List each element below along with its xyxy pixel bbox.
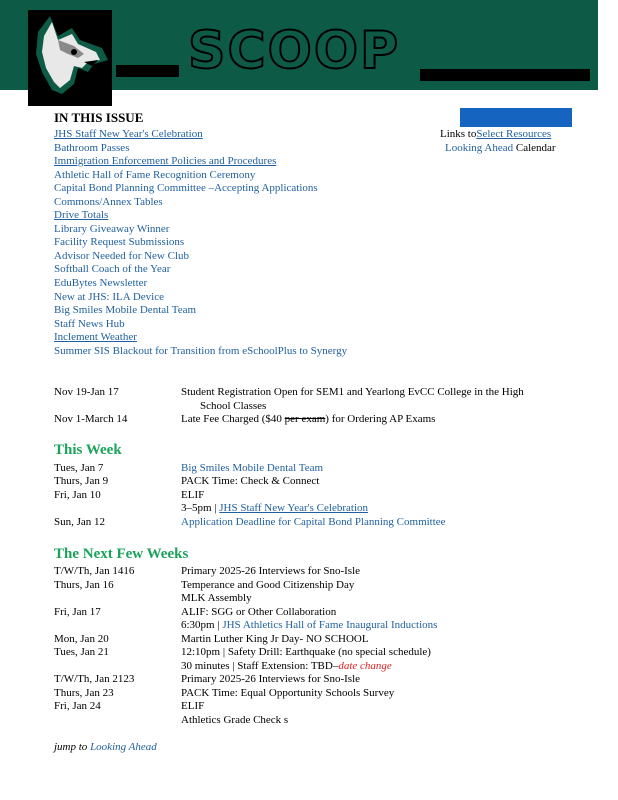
- ongoing-date: Nov 1-March 14: [54, 413, 128, 425]
- jump-label: jump to: [54, 741, 91, 753]
- toc-item-immigration[interactable]: Immigration Enforcement Policies and Procedures: [54, 155, 277, 168]
- staff-celebration-link[interactable]: JHS Staff New Year's Celebration: [219, 502, 369, 514]
- row-event: 12:10pm | Safety Drill: Earthquake (no special schedule): [181, 646, 431, 658]
- row-event-link[interactable]: Application Deadline for Capital Bond Planning Committee: [181, 516, 446, 528]
- toc-item-capital-bond[interactable]: Capital Bond Planning Committee –Accepting Applications: [54, 182, 318, 195]
- ongoing-event-cont: School Classes: [200, 400, 267, 412]
- row-event: 30 minutes | Staff Extension: TBD–date change: [181, 660, 392, 672]
- row-event: Primary 2025-26 Interviews for Sno-Isle: [181, 673, 361, 685]
- toc-item-drive-totals[interactable]: Drive Totals: [54, 209, 109, 222]
- toc-item-staff-news-hub[interactable]: Staff News Hub: [54, 317, 125, 330]
- in-this-issue-heading: IN THIS ISSUE: [54, 110, 144, 125]
- hall-of-fame-link[interactable]: JHS Athletics Hall of Fame Inaugural Inductions: [222, 619, 438, 631]
- toc-item-big-smiles[interactable]: Big Smiles Mobile Dental Team: [54, 304, 197, 317]
- date-change-note: date change: [338, 660, 392, 672]
- row-date: Fri, Jan 10: [54, 489, 101, 501]
- toc-item-advisor-needed[interactable]: Advisor Needed for New Club: [54, 249, 190, 262]
- toc-item-staff-new-year[interactable]: JHS Staff New Year's Celebration: [54, 128, 203, 140]
- toc-item-commons-tables[interactable]: Commons/Annex Tables: [54, 195, 163, 208]
- links-block: [440, 128, 556, 155]
- calendar-label: Calendar: [513, 141, 556, 154]
- row-date: Fri, Jan 24: [54, 700, 101, 712]
- this-week-heading: This Week: [54, 442, 122, 458]
- row-date: Thurs, Jan 23: [54, 687, 114, 699]
- row-event-link[interactable]: Big Smiles Mobile Dental Team: [181, 462, 324, 474]
- toc-item-hall-of-fame[interactable]: Athletic Hall of Fame Recognition Ceremony: [54, 168, 256, 181]
- toc-list: [54, 128, 347, 358]
- row-event: PACK Time: Check & Connect: [181, 475, 320, 487]
- toc-item-inclement-weather[interactable]: Inclement Weather: [54, 331, 137, 344]
- row-event: 3–5pm | JHS Staff New Year's Celebration: [181, 502, 369, 514]
- row-date: Sun, Jan 12: [54, 516, 106, 528]
- row-date: Thurs, Jan 16: [54, 579, 114, 591]
- row-date: Thurs, Jan 9: [54, 475, 109, 487]
- toc-item-bathroom-passes[interactable]: Bathroom Passes: [54, 141, 130, 154]
- row-event: Martin Luther King Jr Day- NO SCHOOL: [181, 633, 369, 645]
- blue-link-box: [460, 108, 572, 127]
- newsletter-title: SCOOP: [188, 21, 401, 81]
- jump-looking-ahead-link[interactable]: Looking Ahead: [90, 741, 157, 753]
- row-event: ELIF: [181, 700, 205, 712]
- row-date: Tues, Jan 21: [54, 646, 109, 658]
- links-to-label: Links to: [440, 128, 477, 140]
- jump-link-line: [54, 741, 157, 753]
- row-event: Temperance and Good Citizenship Day: [181, 579, 355, 591]
- row-event: PACK Time: Equal Opportunity Schools Survey: [181, 687, 395, 699]
- toc-item-ila-device[interactable]: New at JHS: ILA Device: [54, 290, 164, 303]
- row-date: Mon, Jan 20: [54, 633, 109, 645]
- row-date: T/W/Th, Jan 2123: [54, 673, 135, 685]
- toc-item-facility-request[interactable]: Facility Request Submissions: [54, 236, 185, 249]
- row-event: Athletics Grade Check s: [181, 714, 289, 726]
- ongoing-date: Nov 19-Jan 17: [54, 386, 119, 398]
- row-date: Fri, Jan 17: [54, 606, 101, 618]
- row-event: MLK Assembly: [181, 592, 252, 604]
- row-event: Primary 2025-26 Interviews for Sno-Isle: [181, 565, 361, 577]
- looking-ahead-link[interactable]: Looking Ahead: [445, 141, 514, 154]
- next-weeks-heading: The Next Few Weeks: [54, 546, 189, 562]
- husky-logo: [28, 10, 112, 106]
- row-event: ELIF: [181, 489, 205, 501]
- row-event: ALIF: SGG or Other Collaboration: [181, 606, 337, 618]
- banner-bar-left: [116, 65, 179, 77]
- toc-item-edubytes[interactable]: EduBytes Newsletter: [54, 277, 148, 290]
- toc-item-sis-blackout[interactable]: Summer SIS Blackout for Transition from eSchoolPlus to Synergy: [54, 344, 348, 357]
- toc-item-library-giveaway[interactable]: Library Giveaway Winner: [54, 222, 170, 235]
- toc-item-softball-coach[interactable]: Softball Coach of the Year: [54, 263, 171, 276]
- row-event: 6:30pm | JHS Athletics Hall of Fame Inaugural Inductions: [181, 619, 438, 631]
- select-resources-link[interactable]: Select Resources: [476, 128, 552, 140]
- banner-bar-right: [420, 69, 590, 81]
- row-date: Tues, Jan 7: [54, 462, 104, 474]
- ongoing-event: Student Registration Open for SEM1 and Yearlong EvCC College in the High: [181, 386, 524, 398]
- ongoing-event: Late Fee Charged ($40 per exam) for Ordering AP Exams: [181, 413, 436, 425]
- row-date: T/W/Th, Jan 1416: [54, 565, 135, 577]
